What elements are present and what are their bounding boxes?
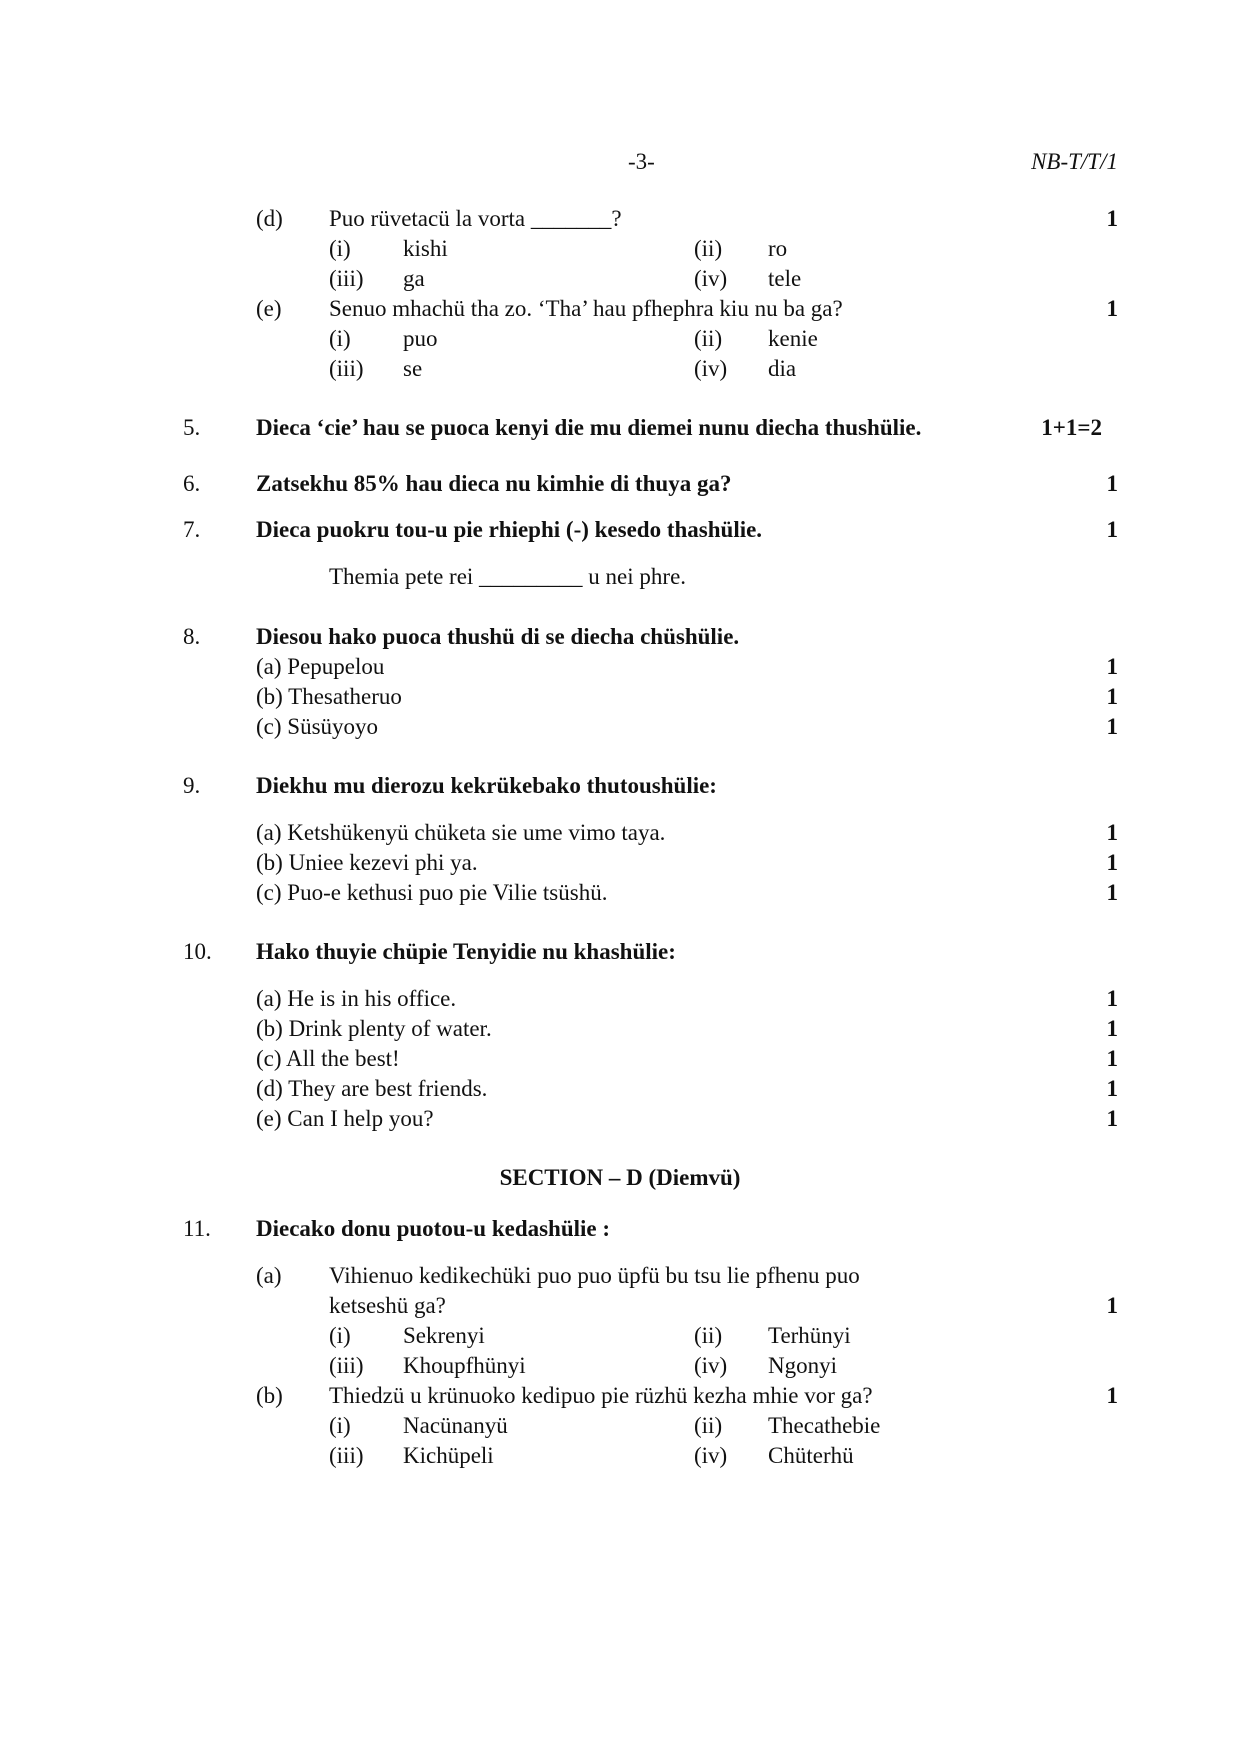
option-text: ro xyxy=(768,236,788,261)
option-text: Ngonyi xyxy=(768,1353,837,1378)
option-text: Khoupfhünyi xyxy=(403,1353,526,1378)
question-label: (b) xyxy=(256,1383,283,1408)
option-number: (ii) xyxy=(694,236,723,261)
question-text-continued: ketseshü ga? xyxy=(329,1293,446,1318)
option-number: (iii) xyxy=(329,266,364,291)
list-item xyxy=(256,712,378,742)
item-label: (a) xyxy=(256,654,282,679)
option-text: Kichüpeli xyxy=(403,1443,494,1468)
question-mark: 1+1=2 xyxy=(1041,415,1102,440)
question-text: Diecako donu puotou-u kedashülie : xyxy=(256,1216,611,1241)
item-text: Ketshükenyü chüketa sie ume vimo taya. xyxy=(287,820,666,845)
item-label: (c) xyxy=(256,880,282,905)
item-label: (b) xyxy=(256,850,283,875)
question-number: 5. xyxy=(183,415,201,440)
question-number: 7. xyxy=(183,517,201,542)
item-mark: 1 xyxy=(1106,1076,1118,1101)
option-number: (i) xyxy=(329,326,351,351)
list-item xyxy=(256,682,402,712)
item-mark: 1 xyxy=(1106,1046,1118,1071)
list-item xyxy=(256,1074,487,1104)
list-item xyxy=(256,818,665,848)
option-text: Chüterhü xyxy=(768,1443,854,1468)
question-label: (d) xyxy=(256,206,283,231)
option-text: tele xyxy=(768,266,802,291)
option-text: Sekrenyi xyxy=(403,1323,485,1348)
item-mark: 1 xyxy=(1106,880,1118,905)
list-item xyxy=(256,652,384,682)
question-text: Thiedzü u krünuoko kedipuo pie rüzhü kezha mhie vor ga? xyxy=(329,1383,873,1408)
item-mark: 1 xyxy=(1106,684,1118,709)
item-text: Drink plenty of water. xyxy=(288,1016,492,1041)
item-label: (b) xyxy=(256,684,283,709)
section-heading: SECTION – D (Diemvü) xyxy=(499,1165,741,1190)
question-text: Vihienuo kedikechüki puo puo üpfü bu tsu lie pfhenu puo xyxy=(329,1263,860,1288)
option-number: (ii) xyxy=(694,1413,723,1438)
item-text: Süsüyoyo xyxy=(287,714,379,739)
question-mark: 1 xyxy=(1106,1383,1118,1408)
question-label: (a) xyxy=(256,1263,282,1288)
option-text: kishi xyxy=(403,236,448,261)
item-mark: 1 xyxy=(1106,654,1118,679)
option-text: dia xyxy=(768,356,797,381)
fill-in-sentence: Themia pete rei _________ u nei phre. xyxy=(329,564,687,589)
option-number: (iv) xyxy=(694,1353,728,1378)
item-label: (e) xyxy=(256,1106,282,1131)
item-mark: 1 xyxy=(1106,850,1118,875)
option-text: se xyxy=(403,356,423,381)
item-text: Uniee kezevi phi ya. xyxy=(288,850,478,875)
item-label: (c) xyxy=(256,714,282,739)
list-item xyxy=(256,1014,492,1044)
question-mark: 1 xyxy=(1106,471,1118,496)
item-text: Pepupelou xyxy=(287,654,385,679)
item-label: (a) xyxy=(256,986,282,1011)
option-number: (i) xyxy=(329,1413,351,1438)
item-text: They are best friends. xyxy=(288,1076,488,1101)
list-item xyxy=(256,1104,434,1134)
item-mark: 1 xyxy=(1106,1106,1118,1131)
list-item xyxy=(256,984,456,1014)
item-text: Puo-e kethusi puo pie Vilie tsüshü. xyxy=(287,880,608,905)
question-number: 6. xyxy=(183,471,201,496)
option-text: Terhünyi xyxy=(768,1323,851,1348)
option-text: Thecathebie xyxy=(768,1413,881,1438)
question-text: Hako thuyie chüpie Tenyidie nu khashülie: xyxy=(256,939,676,964)
option-number: (iii) xyxy=(329,356,364,381)
item-label: (c) xyxy=(256,1046,282,1071)
item-label: (b) xyxy=(256,1016,283,1041)
question-text: Senuo mhachü tha zo. ‘Tha’ hau pfhephra kiu nu ba ga? xyxy=(329,296,843,321)
question-mark: 1 xyxy=(1106,206,1118,231)
option-text: kenie xyxy=(768,326,818,351)
question-text: Zatsekhu 85% hau dieca nu kimhie di thuya ga? xyxy=(256,471,732,496)
option-text: Nacünanyü xyxy=(403,1413,508,1438)
item-label: (d) xyxy=(256,1076,283,1101)
question-mark: 1 xyxy=(1106,517,1118,542)
question-text: Diekhu mu dierozu kekrükebako thutoushülie: xyxy=(256,773,717,798)
option-number: (iii) xyxy=(329,1353,364,1378)
list-item xyxy=(256,878,607,908)
question-mark: 1 xyxy=(1106,1293,1118,1318)
option-number: (iv) xyxy=(694,266,728,291)
question-number: 8. xyxy=(183,624,201,649)
option-text: ga xyxy=(403,266,425,291)
option-number: (iv) xyxy=(694,356,728,381)
item-text: Thesatheruo xyxy=(288,684,402,709)
item-mark: 1 xyxy=(1106,1016,1118,1041)
page-number: -3- xyxy=(628,149,655,174)
option-number: (iv) xyxy=(694,1443,728,1468)
paper-code: NB-T/T/1 xyxy=(1031,149,1118,174)
list-item xyxy=(256,848,478,878)
item-text: He is in his office. xyxy=(287,986,457,1011)
item-label: (a) xyxy=(256,820,282,845)
item-mark: 1 xyxy=(1106,714,1118,739)
item-text: Can I help you? xyxy=(287,1106,434,1131)
list-item xyxy=(256,1044,400,1074)
option-number: (i) xyxy=(329,236,351,261)
item-mark: 1 xyxy=(1106,986,1118,1011)
question-text: Dieca ‘cie’ hau se puoca kenyi die mu diemei nunu diecha thushülie. xyxy=(256,415,922,440)
question-text: Puo rüvetacü la vorta _______? xyxy=(329,206,622,231)
option-text: puo xyxy=(403,326,438,351)
item-mark: 1 xyxy=(1106,820,1118,845)
option-number: (ii) xyxy=(694,326,723,351)
option-number: (i) xyxy=(329,1323,351,1348)
question-number: 11. xyxy=(183,1216,211,1241)
option-number: (iii) xyxy=(329,1443,364,1468)
option-number: (ii) xyxy=(694,1323,723,1348)
item-text: All the best! xyxy=(286,1046,400,1071)
question-label: (e) xyxy=(256,296,282,321)
question-number: 10. xyxy=(183,939,212,964)
question-text: Diesou hako puoca thushü di se diecha chüshülie. xyxy=(256,624,740,649)
question-number: 9. xyxy=(183,773,201,798)
question-text: Dieca puokru tou-u pie rhiephi (-) kesedo thashülie. xyxy=(256,517,763,542)
question-mark: 1 xyxy=(1106,296,1118,321)
